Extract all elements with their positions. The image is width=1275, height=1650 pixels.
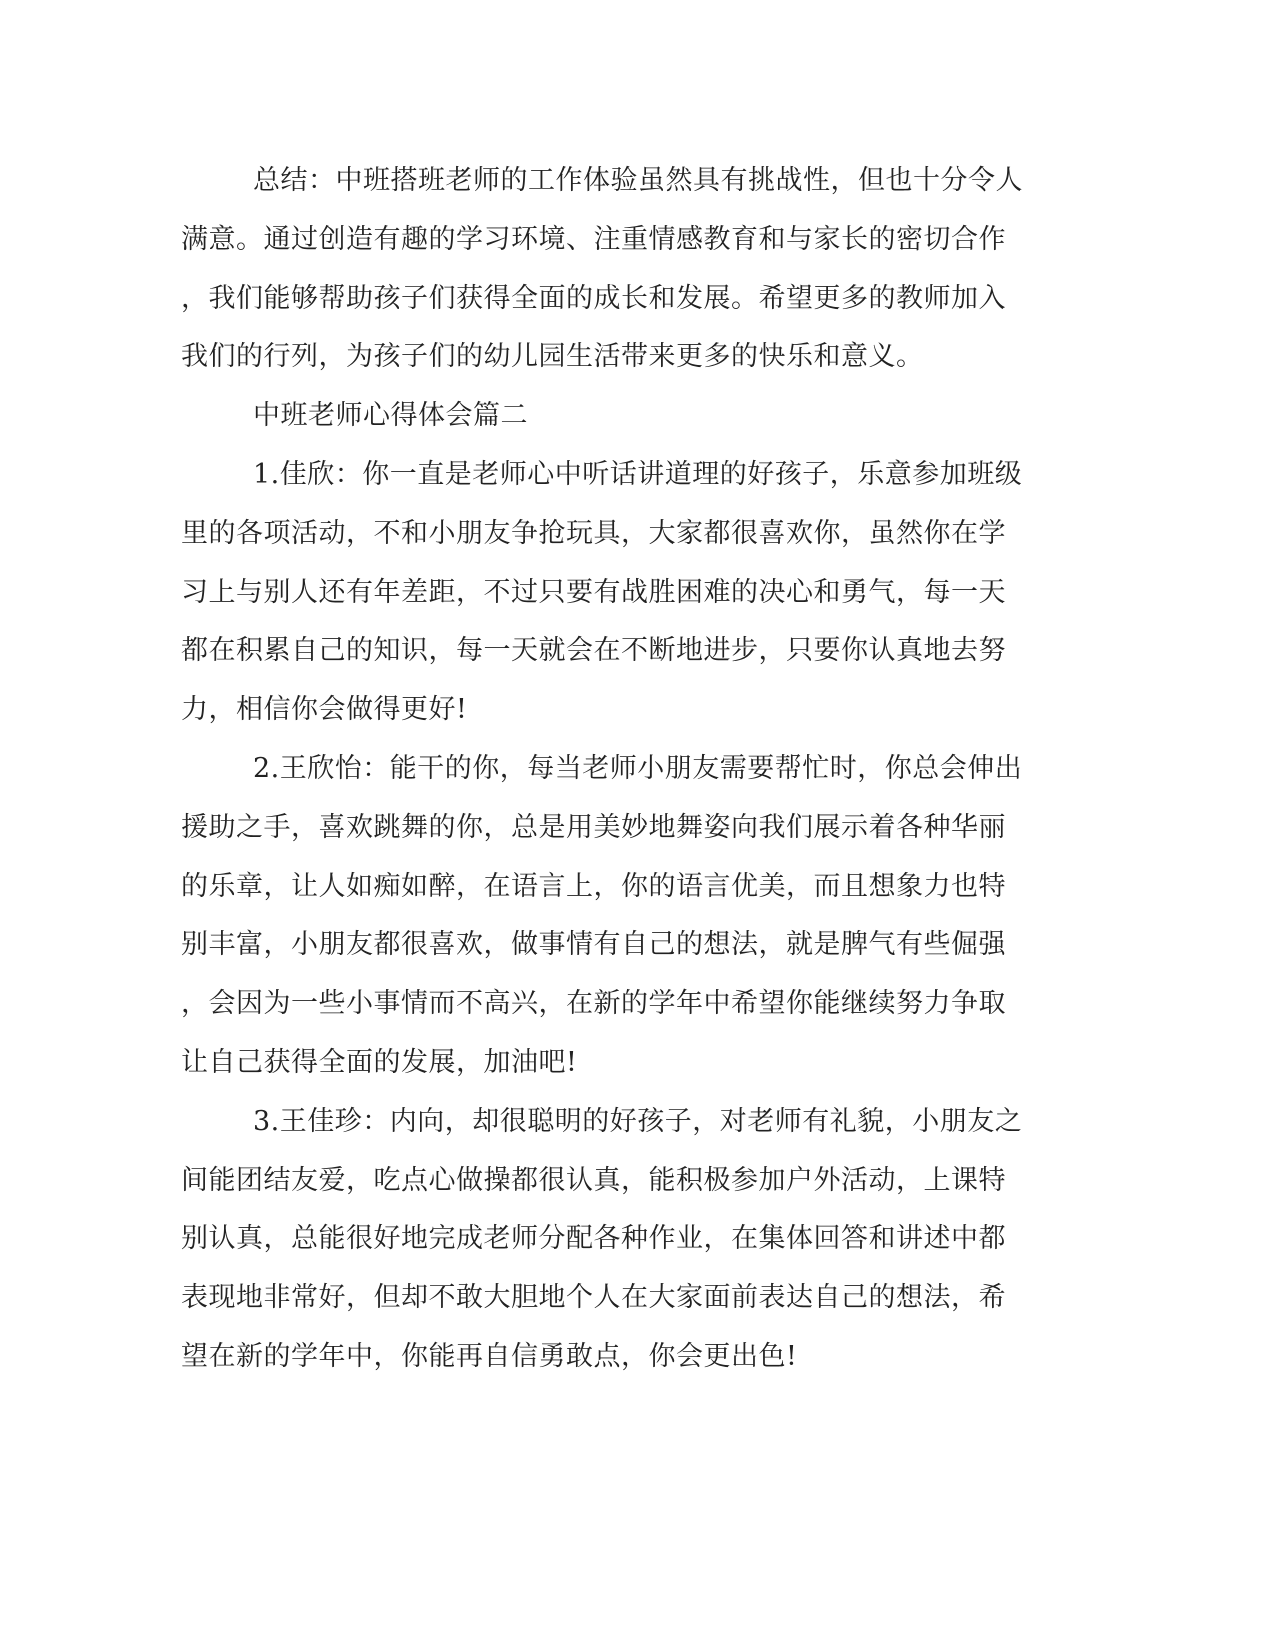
paragraph-3-line-4: 表现地非常好，但却不敢大胆地个人在大家面前表达自己的想法，希 xyxy=(181,1282,1006,1314)
paragraph-2-line-2: 援助之手，喜欢跳舞的你，总是用美妙地舞姿向我们展示着各种华丽 xyxy=(181,811,1006,843)
paragraph-summary-line-4: 我们的行列，为孩子们的幼儿园生活带来更多的快乐和意义。 xyxy=(181,341,924,373)
paragraph-3-line-5: 望在新的学年中，你能再自信勇敢点，你会更出色! xyxy=(181,1340,798,1372)
document-body xyxy=(181,152,1031,1387)
paragraph-1-line-4: 都在积累自己的知识，每一天就会在不断地进步，只要你认真地去努 xyxy=(181,635,1006,667)
paragraph-summary-line-1: 总结：中班搭班老师的工作体验虽然具有挑战性，但也十分令人 xyxy=(253,165,1023,196)
paragraph-2-line-4: 别丰富，小朋友都很喜欢，做事情有自己的想法，就是脾气有些倔强 xyxy=(181,929,1006,961)
paragraph-2-line-6: 让自己获得全面的发展，加油吧! xyxy=(181,1046,578,1078)
paragraph-2-line-5: ，会因为一些小事情而不高兴，在新的学年中希望你能继续努力争取 xyxy=(181,988,1006,1020)
paragraph-3-line-1: 3.王佳珍：内向，却很聪明的好孩子，对老师有礼貌，小朋友之 xyxy=(253,1105,1023,1137)
paragraph-summary-line-3: ，我们能够帮助孩子们获得全面的成长和发展。希望更多的教师加入 xyxy=(181,282,1006,314)
paragraph-2-line-3: 的乐章，让人如痴如醉，在语言上，你的语言优美，而且想象力也特 xyxy=(181,870,1006,902)
paragraph-1-line-5: 力，相信你会做得更好! xyxy=(181,694,468,726)
paragraph-1-line-3: 习上与别人还有年差距，不过只要有战胜困难的决心和勇气，每一天 xyxy=(181,576,1006,608)
paragraph-2-line-1: 2.王欣怡：能干的你，每当老师小朋友需要帮忙时，你总会伸出 xyxy=(253,752,1023,784)
section-heading: 中班老师心得体会篇二 xyxy=(253,400,528,432)
paragraph-summary-line-2: 满意。通过创造有趣的学习环境、注重情感教育和与家长的密切合作 xyxy=(181,223,1006,255)
paragraph-1-line-1: 1.佳欣：你一直是老师心中听话讲道理的好孩子，乐意参加班级 xyxy=(253,458,1023,490)
paragraph-3-line-2: 间能团结友爱，吃点心做操都很认真，能积极参加户外活动，上课特 xyxy=(181,1164,1006,1196)
paragraph-3-line-3: 别认真，总能很好地完成老师分配各种作业，在集体回答和讲述中都 xyxy=(181,1223,1006,1255)
paragraph-1-line-2: 里的各项活动，不和小朋友争抢玩具，大家都很喜欢你，虽然你在学 xyxy=(181,517,1006,549)
